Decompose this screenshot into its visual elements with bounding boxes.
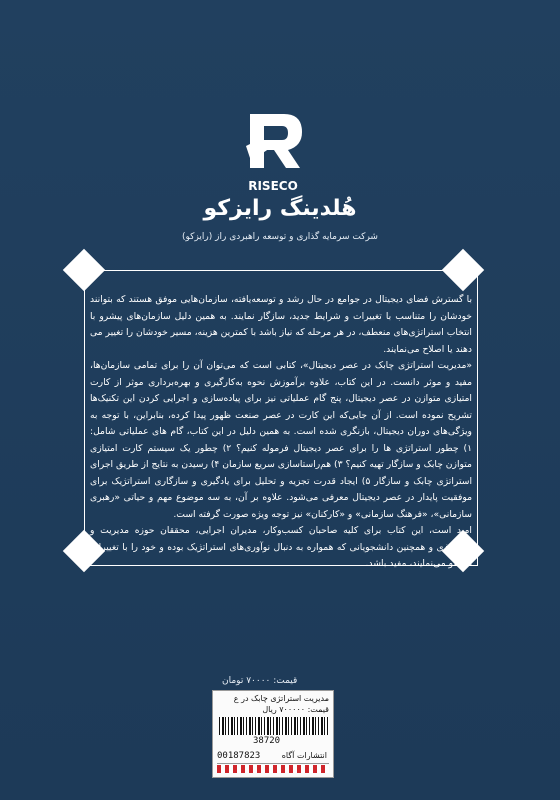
book-description bbox=[90, 292, 472, 569]
sticker-isbn: 00187823 bbox=[217, 751, 261, 761]
barcode-icon bbox=[219, 717, 329, 735]
brand-subtitle: شرکت سرمایه گذاری و توسعه راهبردی راز (رایزکو) bbox=[182, 232, 378, 242]
description-paragraph-1: با گسترش فضای دیجیتال در جوامع در حال رشد و توسعه‌یافته، سازمان‌هایی موفق هستند که بتوانند خودشان را متناسب با تغییرات و شرایط جدید، سازگار نمایند. به همین دلیل سازمان‌های پیشرو با انتخاب استراتژی‌های منعطف، در هر مرحله که نیاز باشد با کمترین هزینه، مسیر خودشان را تغییر می دهند یا اصلاح می‌نمایند. bbox=[90, 294, 472, 355]
sticker-price: قیمت: ۷۰۰۰۰۰ ریال bbox=[262, 705, 329, 714]
riseco-logo-icon bbox=[236, 108, 310, 198]
logo-text: RISECO bbox=[248, 179, 298, 193]
price-sticker bbox=[212, 690, 334, 778]
description-paragraph-2: «مدیریت استراتژی چابک در عصر دیجیتال»، کتابی است که می‌توان آن را برای تمامی سازمان‌ها، مفید و موثر دانست. در این کتاب، علاوه برآموزش نحوه به‌کارگیری و بهره‌برداری موثر از کارت امتیازی متوازن در عصر دیجیتال، پنج گام عملیاتی نیز برای پیاده‌سازی و اجرایی کردن این تکنیک‌ها تشریح نموده است. از آن جایی‌که این کارت در عصر صنعت ظهور پیدا کرده، بنابراین، با توجه به ویژگی‌های دوران دیجیتال، بازنگری شده است. به همین دلیل در این کتاب، گام های عملیاتی شامل: ۱) چطور استراتژی ها را برای عصر دیجیتال فرموله کنیم؟ ۲) چطور یک سیستم کارت امتیازی متوازن چابک و سازگار تهیه کنیم؟ ۳) هم‌راستاسازی سریع سازمان ۴) رسیدن به نتایج از طریق اجرای استراتژی چابک و سازگار ۵) ایجاد قدرت تجزیه و تحلیل برای یادگیری و سازگاری استراتژیک برای موفقیت پایدار در عصر دیجیتال معرفی می‌شود. علاوه بر آن، به سه موضوع مهم و حیاتی «رهبری سازمانی»، «فرهنگ سازمانی» و «کارکنان» نیز توجه ویژه صورت گرفته است. bbox=[90, 360, 472, 520]
cover-price: قیمت: ۷۰۰۰۰ تومان bbox=[222, 676, 298, 686]
riseco-logo-graphic bbox=[236, 108, 310, 198]
sticker-code: 38720 bbox=[253, 736, 281, 746]
sticker-title: مدیریت استراتژی چابک در ع bbox=[233, 694, 329, 703]
description-paragraph-3: امید است، این کتاب برای کلیه صاحبان کسب‌وکار، مدیران اجرایی، محققان حوزه مدیریت و استراتژی و همچنین دانشجویانی که همواره به دنبال نوآوری‌های استراتژیک بوده و خود را با تغییرات هم‌سو می‌نمایند، مفید باشد. bbox=[90, 525, 472, 569]
sticker-publisher: انتشارات‌ آگاه bbox=[281, 751, 327, 760]
brand-title: هُلدینگ رایزکو bbox=[203, 196, 357, 221]
sticker-stripe bbox=[217, 765, 329, 773]
